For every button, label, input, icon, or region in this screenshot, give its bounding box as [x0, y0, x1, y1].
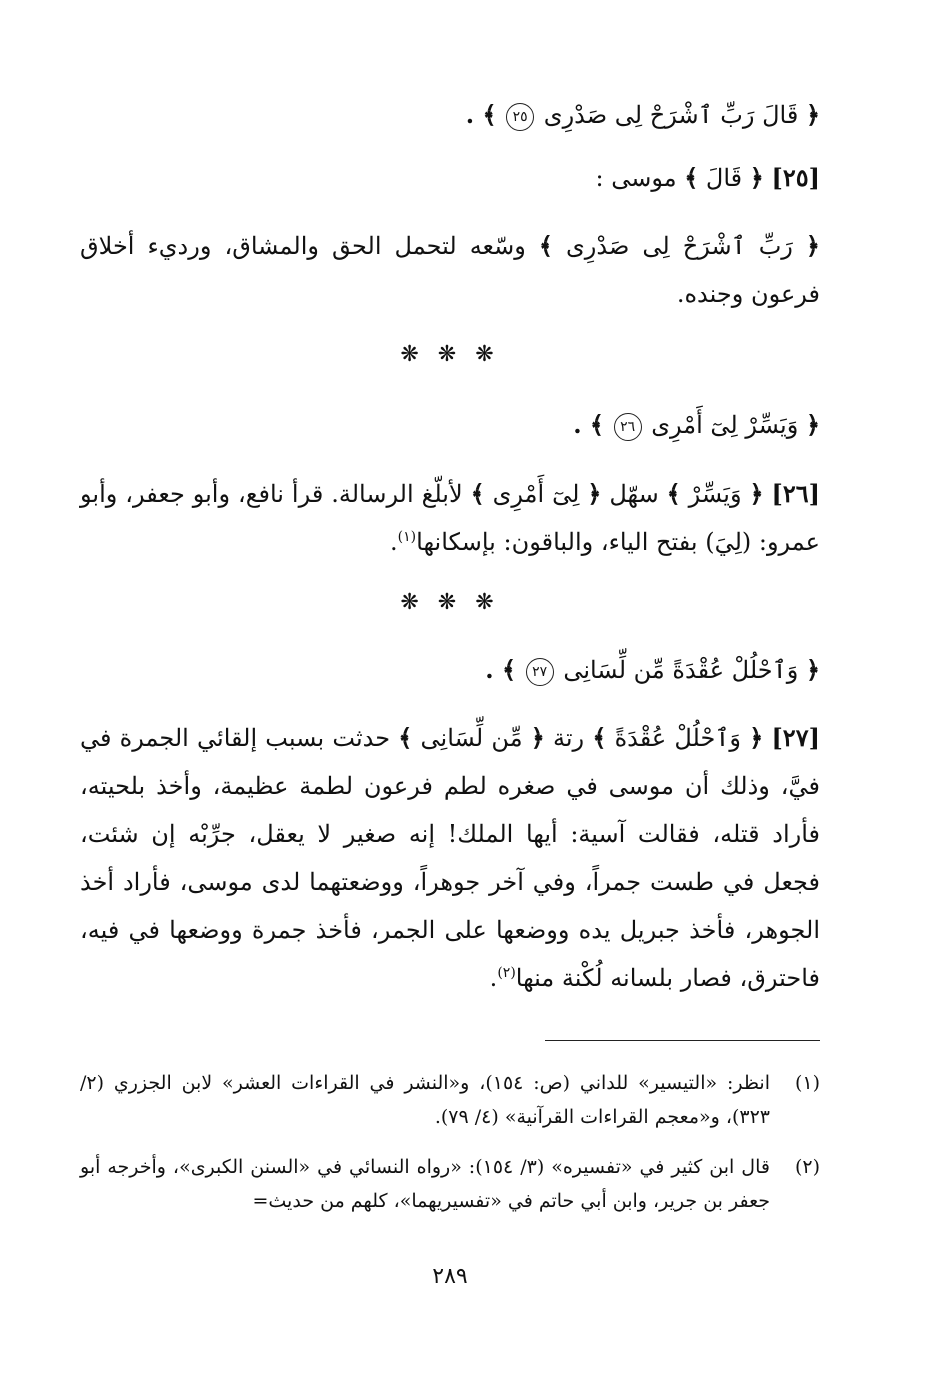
verse-27: [80, 650, 820, 690]
commentary-26-q2: لِىٓ أَمْرِى: [492, 480, 580, 508]
footnote-2: [80, 1150, 820, 1218]
footnote-1: [80, 1066, 820, 1134]
commentary-27-number: [٢٧]: [771, 723, 820, 752]
commentary-26-paragraph: [80, 470, 820, 566]
commentary-25b-quote: رَبِّ ٱشْرَحْ لِى صَدْرِى: [566, 232, 793, 260]
commentary-26-q2-open: ﴿: [587, 479, 602, 508]
verse-26-text: وَيَسِّرْ لِىٓ أَمْرِى: [651, 411, 799, 439]
verse-26-open-bracket: ﴿: [805, 410, 820, 439]
footnote-2-number: (٢): [794, 1156, 820, 1178]
commentary-25-paragraph: [80, 222, 820, 318]
verse-25-text: قَالَ رَبِّ ٱشْرَحْ لِى صَدْرِى: [543, 101, 799, 129]
commentary-27-t1: رتة: [544, 724, 585, 752]
verse-25: [80, 95, 820, 135]
section-separator: ❋ ❋ ❋: [400, 590, 500, 615]
commentary-26-t1: سهّل: [601, 480, 659, 508]
document-page: [80, 0, 820, 1375]
verse-25-ayah-number: ٢٥: [506, 103, 534, 131]
footnote-divider: [545, 1040, 820, 1041]
commentary-26-q2-close: ﴾: [470, 479, 485, 508]
commentary-25-quote-close: ﴾: [684, 163, 699, 192]
footnote-1-text: انظر: «التيسير» للداني (ص: ١٥٤)، و«النشر في القراءات العشر» لابن الجزري (٢/ ٣٢٣)، و«معجم القراءات القرآنية» (٤/ ٧٩).: [80, 1072, 770, 1128]
verse-25-open-bracket: ﴿: [805, 100, 820, 129]
commentary-27-q2-open: ﴿: [530, 723, 545, 752]
verse-27-open-bracket: ﴿: [805, 655, 820, 684]
verse-27-text: وَٱحْلُلْ عُقْدَةً مِّن لِّسَانِى: [563, 656, 799, 684]
footnote-2-text: قال ابن كثير في «تفسيره» (٣/ ١٥٤): «رواه النسائي في «السنن الكبرى»، وأخرجه أبو جعفر بن جرير، وابن أبي حاتم في «تفسيريهما»، كلهم من حديث=: [80, 1156, 770, 1212]
verse-25-close-bracket: ﴾ .: [465, 100, 497, 129]
section-separator: ❋ ❋ ❋: [400, 342, 500, 367]
verse-26-ayah-number: ٢٦: [614, 413, 642, 441]
verse-27-ayah-number: ٢٧: [526, 658, 554, 686]
commentary-26-q1-open: ﴿: [749, 479, 764, 508]
commentary-25b-quote-open: ﴿: [805, 231, 820, 260]
commentary-26-q1-close: ﴾: [666, 479, 681, 508]
commentary-27-end: .: [489, 964, 498, 992]
footnote-ref-1[interactable]: (١): [397, 529, 417, 545]
commentary-27-q2: مِّن لِّسَانِى: [420, 724, 523, 752]
commentary-25b-rest: وسّعه لتحمل الحق والمشاق، ورديء أخلاق فرعون وجنده.: [80, 232, 820, 308]
commentary-25-quote-open: ﴿: [749, 163, 764, 192]
commentary-27-q2-close: ﴾: [398, 723, 413, 752]
commentary-26-number: [٢٦]: [771, 479, 820, 508]
commentary-25-number: [٢٥]: [771, 163, 820, 192]
commentary-25-rest: موسى :: [595, 164, 677, 192]
commentary-26-q1: وَيَسِّرْ: [688, 480, 742, 508]
commentary-26-end: .: [390, 528, 398, 556]
commentary-25-quote: قَالَ: [705, 164, 743, 192]
footnote-ref-2[interactable]: (٢): [497, 965, 516, 981]
commentary-27-q1-close: ﴾: [592, 723, 607, 752]
commentary-27-paragraph: [80, 714, 820, 1002]
commentary-27-t2: حدثت بسبب إلقائي الجمرة في فيَّ، وذلك أن موسى في صغره لطم فرعون لطمة عظيمة، وأخذ بلحيته، فأراد قتله، فقالت آسية: أيها الملك! إنه صغير لا يعقل، جرِّبْه إن شئت، فجعل في طست جمراً، وفي آخر جوهراً، ووضعتهما لدى موسى، فأراد أخذ الجوهر، فأخذ جبريل يده ووضعها على الجمر، فأخذ جمرة ووضعها في فيه، فاحترق، فصار بلسانه لُكْنة منها: [80, 724, 820, 992]
page-number: ٢٨٩: [432, 1264, 468, 1289]
commentary-27-q1-open: ﴿: [749, 723, 764, 752]
verse-26: [80, 405, 820, 445]
commentary-26-t2: لأبلّغ الرسالة. قرأ نافع، وأبو جعفر، وأبو عمرو: (لِيَ) بفتح الياء، والباقون: بإسكانها: [80, 480, 820, 556]
commentary-25b-quote-close: ﴾: [538, 231, 553, 260]
footnote-1-number: (١): [794, 1072, 820, 1094]
verse-27-close-bracket: ﴾ .: [485, 655, 517, 684]
verse-26-close-bracket: ﴾ .: [573, 410, 604, 439]
commentary-27-q1: وَٱحْلُلْ عُقْدَةً: [614, 724, 741, 752]
commentary-25-intro: [80, 158, 820, 198]
